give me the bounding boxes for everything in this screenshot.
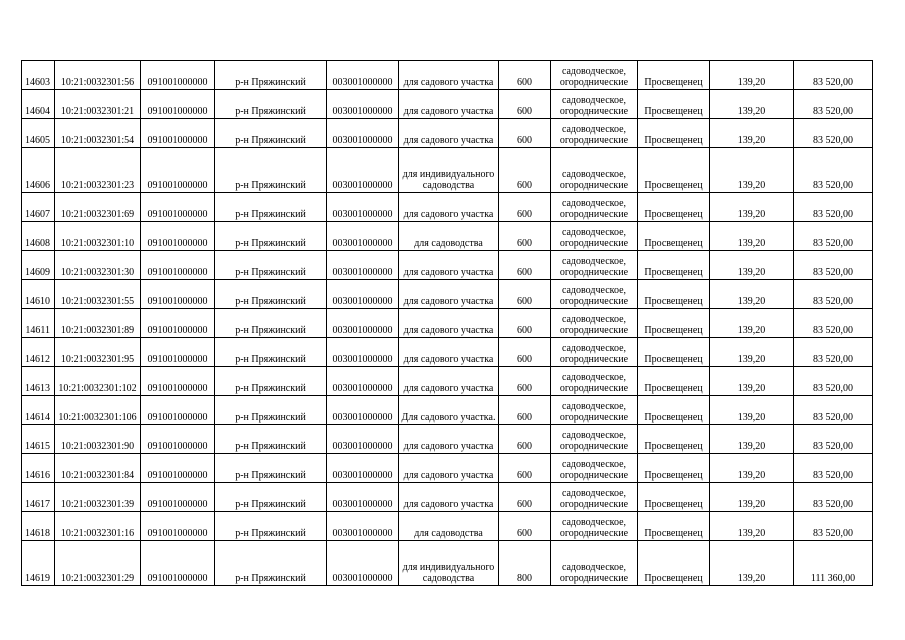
oktmo-code-cell: 003001000000 — [327, 90, 399, 119]
rate-cell: 139,20 — [710, 338, 794, 367]
row-number-cell: 14618 — [22, 512, 55, 541]
area-cell: 600 — [499, 90, 551, 119]
area-cell: 600 — [499, 148, 551, 193]
table-row — [22, 193, 873, 222]
okato-code-cell: 091001000000 — [141, 61, 215, 90]
district-cell: р-н Пряжинский — [215, 251, 327, 280]
row-number-cell: 14619 — [22, 541, 55, 586]
area-cell: 600 — [499, 483, 551, 512]
cadastral-value-cell: 83 520,00 — [794, 454, 873, 483]
land-category-cell: садоводческое, огороднические — [551, 367, 638, 396]
cadastral-value-cell: 83 520,00 — [794, 396, 873, 425]
district-cell: р-н Пряжинский — [215, 483, 327, 512]
area-cell: 800 — [499, 541, 551, 586]
table-row — [22, 541, 873, 586]
row-number-cell: 14608 — [22, 222, 55, 251]
land-category-cell: садоводческое, огороднические — [551, 119, 638, 148]
okato-code-cell: 091001000000 — [141, 280, 215, 309]
row-number-cell: 14614 — [22, 396, 55, 425]
settlement-cell: Просвещенец — [638, 309, 710, 338]
cadastral-value-cell: 83 520,00 — [794, 425, 873, 454]
area-cell: 600 — [499, 251, 551, 280]
permitted-use-cell: для садового участка — [399, 425, 499, 454]
permitted-use-cell: для садоводства — [399, 222, 499, 251]
settlement-cell: Просвещенец — [638, 90, 710, 119]
district-cell: р-н Пряжинский — [215, 222, 327, 251]
cadastral-value-cell: 83 520,00 — [794, 483, 873, 512]
row-number-cell: 14605 — [22, 119, 55, 148]
okato-code-cell: 091001000000 — [141, 193, 215, 222]
cadastral-value-cell: 83 520,00 — [794, 222, 873, 251]
oktmo-code-cell: 003001000000 — [327, 251, 399, 280]
area-cell: 600 — [499, 396, 551, 425]
rate-cell: 139,20 — [710, 119, 794, 148]
settlement-cell: Просвещенец — [638, 541, 710, 586]
permitted-use-cell: Для садового участка. — [399, 396, 499, 425]
area-cell: 600 — [499, 367, 551, 396]
settlement-cell: Просвещенец — [638, 61, 710, 90]
oktmo-code-cell: 003001000000 — [327, 483, 399, 512]
row-number-cell: 14607 — [22, 193, 55, 222]
area-cell: 600 — [499, 309, 551, 338]
land-category-cell: садоводческое, огороднические — [551, 61, 638, 90]
cadastral-value-cell: 83 520,00 — [794, 512, 873, 541]
cadastral-value-cell: 83 520,00 — [794, 338, 873, 367]
land-plot-table — [21, 60, 873, 586]
land-category-cell: садоводческое, огороднические — [551, 396, 638, 425]
table-row — [22, 119, 873, 148]
table-row — [22, 309, 873, 338]
oktmo-code-cell: 003001000000 — [327, 541, 399, 586]
settlement-cell: Просвещенец — [638, 425, 710, 454]
area-cell: 600 — [499, 512, 551, 541]
okato-code-cell: 091001000000 — [141, 483, 215, 512]
oktmo-code-cell: 003001000000 — [327, 148, 399, 193]
cadastral-number-cell: 10:21:0032301:89 — [55, 309, 141, 338]
district-cell: р-н Пряжинский — [215, 193, 327, 222]
cadastral-number-cell: 10:21:0032301:102 — [55, 367, 141, 396]
settlement-cell: Просвещенец — [638, 338, 710, 367]
district-cell: р-н Пряжинский — [215, 90, 327, 119]
permitted-use-cell: для садового участка — [399, 251, 499, 280]
land-category-cell: садоводческое, огороднические — [551, 338, 638, 367]
permitted-use-cell: для садового участка — [399, 454, 499, 483]
land-category-cell: садоводческое, огороднические — [551, 309, 638, 338]
permitted-use-cell: для индивидуального садоводства — [399, 541, 499, 586]
cadastral-value-cell: 83 520,00 — [794, 309, 873, 338]
rate-cell: 139,20 — [710, 61, 794, 90]
settlement-cell: Просвещенец — [638, 251, 710, 280]
row-number-cell: 14615 — [22, 425, 55, 454]
cadastral-value-cell: 83 520,00 — [794, 119, 873, 148]
permitted-use-cell: для садового участка — [399, 367, 499, 396]
land-category-cell: садоводческое, огороднические — [551, 193, 638, 222]
okato-code-cell: 091001000000 — [141, 251, 215, 280]
permitted-use-cell: для садового участка — [399, 119, 499, 148]
land-category-cell: садоводческое, огороднические — [551, 454, 638, 483]
permitted-use-cell: для садового участка — [399, 309, 499, 338]
rate-cell: 139,20 — [710, 483, 794, 512]
cadastral-number-cell: 10:21:0032301:29 — [55, 541, 141, 586]
district-cell: р-н Пряжинский — [215, 61, 327, 90]
permitted-use-cell: для садового участка — [399, 193, 499, 222]
permitted-use-cell: для садового участка — [399, 90, 499, 119]
cadastral-number-cell: 10:21:0032301:39 — [55, 483, 141, 512]
land-category-cell: садоводческое, огороднические — [551, 541, 638, 586]
cadastral-number-cell: 10:21:0032301:21 — [55, 90, 141, 119]
cadastral-number-cell: 10:21:0032301:55 — [55, 280, 141, 309]
area-cell: 600 — [499, 61, 551, 90]
land-category-cell: садоводческое, огороднические — [551, 222, 638, 251]
district-cell: р-н Пряжинский — [215, 425, 327, 454]
rate-cell: 139,20 — [710, 367, 794, 396]
oktmo-code-cell: 003001000000 — [327, 119, 399, 148]
cadastral-number-cell: 10:21:0032301:106 — [55, 396, 141, 425]
table-body — [22, 61, 873, 586]
land-category-cell: садоводческое, огороднические — [551, 90, 638, 119]
land-plot-table-sheet — [21, 60, 873, 586]
settlement-cell: Просвещенец — [638, 512, 710, 541]
okato-code-cell: 091001000000 — [141, 367, 215, 396]
okato-code-cell: 091001000000 — [141, 148, 215, 193]
area-cell: 600 — [499, 222, 551, 251]
cadastral-value-cell: 83 520,00 — [794, 193, 873, 222]
table-row — [22, 396, 873, 425]
row-number-cell: 14617 — [22, 483, 55, 512]
oktmo-code-cell: 003001000000 — [327, 338, 399, 367]
cadastral-number-cell: 10:21:0032301:54 — [55, 119, 141, 148]
oktmo-code-cell: 003001000000 — [327, 309, 399, 338]
row-number-cell: 14609 — [22, 251, 55, 280]
table-row — [22, 280, 873, 309]
row-number-cell: 14611 — [22, 309, 55, 338]
okato-code-cell: 091001000000 — [141, 541, 215, 586]
permitted-use-cell: для индивидуального садоводства — [399, 148, 499, 193]
permitted-use-cell: для садового участка — [399, 483, 499, 512]
permitted-use-cell: для садоводства — [399, 512, 499, 541]
cadastral-number-cell: 10:21:0032301:90 — [55, 425, 141, 454]
settlement-cell: Просвещенец — [638, 483, 710, 512]
row-number-cell: 14616 — [22, 454, 55, 483]
settlement-cell: Просвещенец — [638, 396, 710, 425]
cadastral-number-cell: 10:21:0032301:84 — [55, 454, 141, 483]
rate-cell: 139,20 — [710, 251, 794, 280]
table-row — [22, 483, 873, 512]
rate-cell: 139,20 — [710, 90, 794, 119]
rate-cell: 139,20 — [710, 512, 794, 541]
land-category-cell: садоводческое, огороднические — [551, 148, 638, 193]
row-number-cell: 14604 — [22, 90, 55, 119]
oktmo-code-cell: 003001000000 — [327, 396, 399, 425]
settlement-cell: Просвещенец — [638, 222, 710, 251]
okato-code-cell: 091001000000 — [141, 222, 215, 251]
cadastral-value-cell: 111 360,00 — [794, 541, 873, 586]
table-row — [22, 454, 873, 483]
okato-code-cell: 091001000000 — [141, 512, 215, 541]
cadastral-number-cell: 10:21:0032301:95 — [55, 338, 141, 367]
cadastral-number-cell: 10:21:0032301:23 — [55, 148, 141, 193]
land-category-cell: садоводческое, огороднические — [551, 425, 638, 454]
table-row — [22, 61, 873, 90]
district-cell: р-н Пряжинский — [215, 367, 327, 396]
cadastral-value-cell: 83 520,00 — [794, 61, 873, 90]
rate-cell: 139,20 — [710, 541, 794, 586]
area-cell: 600 — [499, 119, 551, 148]
table-row — [22, 148, 873, 193]
row-number-cell: 14610 — [22, 280, 55, 309]
district-cell: р-н Пряжинский — [215, 280, 327, 309]
area-cell: 600 — [499, 193, 551, 222]
rate-cell: 139,20 — [710, 193, 794, 222]
cadastral-number-cell: 10:21:0032301:69 — [55, 193, 141, 222]
row-number-cell: 14606 — [22, 148, 55, 193]
okato-code-cell: 091001000000 — [141, 309, 215, 338]
area-cell: 600 — [499, 280, 551, 309]
rate-cell: 139,20 — [710, 309, 794, 338]
rate-cell: 139,20 — [710, 222, 794, 251]
rate-cell: 139,20 — [710, 280, 794, 309]
settlement-cell: Просвещенец — [638, 454, 710, 483]
cadastral-value-cell: 83 520,00 — [794, 148, 873, 193]
land-category-cell: садоводческое, огороднические — [551, 251, 638, 280]
permitted-use-cell: для садового участка — [399, 338, 499, 367]
district-cell: р-н Пряжинский — [215, 512, 327, 541]
district-cell: р-н Пряжинский — [215, 454, 327, 483]
land-category-cell: садоводческое, огороднические — [551, 512, 638, 541]
table-row — [22, 367, 873, 396]
settlement-cell: Просвещенец — [638, 280, 710, 309]
settlement-cell: Просвещенец — [638, 193, 710, 222]
district-cell: р-н Пряжинский — [215, 148, 327, 193]
permitted-use-cell: для садового участка — [399, 280, 499, 309]
area-cell: 600 — [499, 425, 551, 454]
table-row — [22, 222, 873, 251]
permitted-use-cell: для садового участка — [399, 61, 499, 90]
table-row — [22, 90, 873, 119]
row-number-cell: 14612 — [22, 338, 55, 367]
district-cell: р-н Пряжинский — [215, 541, 327, 586]
row-number-cell: 14613 — [22, 367, 55, 396]
area-cell: 600 — [499, 454, 551, 483]
okato-code-cell: 091001000000 — [141, 396, 215, 425]
district-cell: р-н Пряжинский — [215, 119, 327, 148]
cadastral-value-cell: 83 520,00 — [794, 367, 873, 396]
oktmo-code-cell: 003001000000 — [327, 454, 399, 483]
cadastral-number-cell: 10:21:0032301:56 — [55, 61, 141, 90]
cadastral-value-cell: 83 520,00 — [794, 251, 873, 280]
okato-code-cell: 091001000000 — [141, 119, 215, 148]
cadastral-value-cell: 83 520,00 — [794, 90, 873, 119]
oktmo-code-cell: 003001000000 — [327, 61, 399, 90]
district-cell: р-н Пряжинский — [215, 309, 327, 338]
land-category-cell: садоводческое, огороднические — [551, 483, 638, 512]
rate-cell: 139,20 — [710, 425, 794, 454]
oktmo-code-cell: 003001000000 — [327, 512, 399, 541]
oktmo-code-cell: 003001000000 — [327, 280, 399, 309]
area-cell: 600 — [499, 338, 551, 367]
district-cell: р-н Пряжинский — [215, 396, 327, 425]
rate-cell: 139,20 — [710, 396, 794, 425]
row-number-cell: 14603 — [22, 61, 55, 90]
oktmo-code-cell: 003001000000 — [327, 193, 399, 222]
rate-cell: 139,20 — [710, 454, 794, 483]
table-row — [22, 251, 873, 280]
rate-cell: 139,20 — [710, 148, 794, 193]
okato-code-cell: 091001000000 — [141, 338, 215, 367]
district-cell: р-н Пряжинский — [215, 338, 327, 367]
settlement-cell: Просвещенец — [638, 367, 710, 396]
okato-code-cell: 091001000000 — [141, 90, 215, 119]
cadastral-value-cell: 83 520,00 — [794, 280, 873, 309]
table-row — [22, 338, 873, 367]
okato-code-cell: 091001000000 — [141, 425, 215, 454]
land-category-cell: садоводческое, огороднические — [551, 280, 638, 309]
cadastral-number-cell: 10:21:0032301:10 — [55, 222, 141, 251]
oktmo-code-cell: 003001000000 — [327, 222, 399, 251]
cadastral-number-cell: 10:21:0032301:30 — [55, 251, 141, 280]
cadastral-number-cell: 10:21:0032301:16 — [55, 512, 141, 541]
table-row — [22, 512, 873, 541]
table-row — [22, 425, 873, 454]
oktmo-code-cell: 003001000000 — [327, 425, 399, 454]
oktmo-code-cell: 003001000000 — [327, 367, 399, 396]
okato-code-cell: 091001000000 — [141, 454, 215, 483]
settlement-cell: Просвещенец — [638, 119, 710, 148]
settlement-cell: Просвещенец — [638, 148, 710, 193]
